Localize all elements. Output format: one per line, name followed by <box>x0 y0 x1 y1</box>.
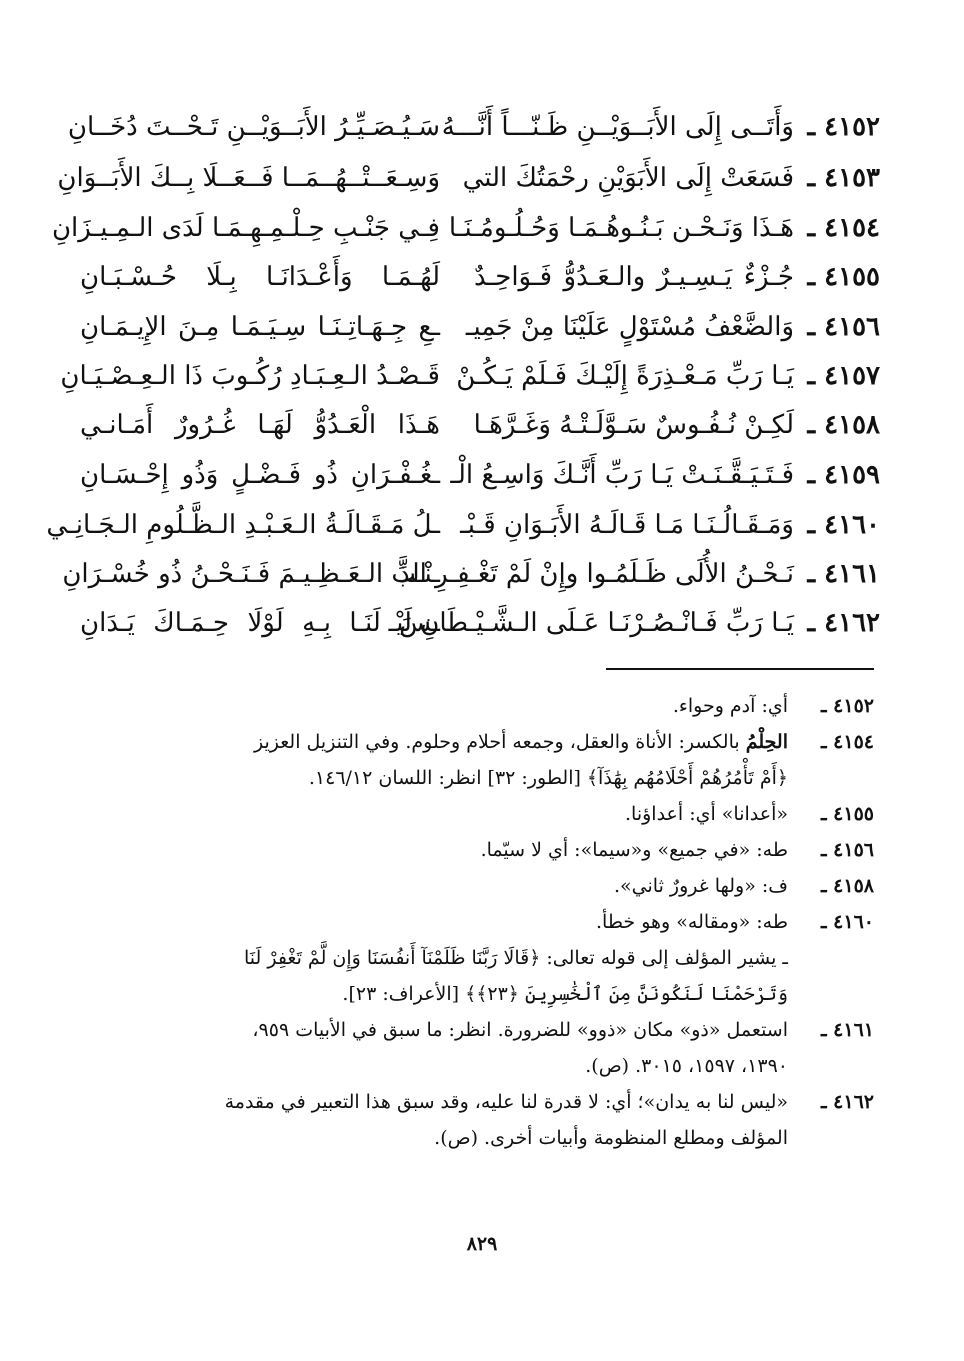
footnote <box>84 688 874 724</box>
footnote-number: ٤١٦٢ ـ <box>820 1091 874 1113</box>
footnote-line: المؤلف ومطلع المنظومة وأبيات أخرى. (ص). <box>434 1127 788 1149</box>
verse-number: ٤١٥٨ ـ <box>807 410 880 440</box>
footnote-number: ٤١٦١ ـ <box>820 1019 874 1041</box>
verse-row <box>80 400 880 450</box>
footnote <box>84 868 874 904</box>
verse-number: ٤١٦٠ ـ <box>807 510 880 540</box>
footnote-number: ٤١٥٢ ـ <box>820 695 874 717</box>
verse-first-hemistich: يَـا رَبِّ مَـعْـذِرَةً إِلَيْـكَ فَـلَمْ يَـكُـنْ <box>456 361 794 391</box>
footnote-line: طه: «في جميع» و«سيما»: أي لا سيّما. <box>480 839 788 861</box>
verse-number: ٤١٥٩ ـ <box>807 460 880 490</box>
verse-second-hemistich: وَسِـعَــتْــهُــمَــا فَــعَــلَا بِــكَ الأَبَــوَانِ <box>57 163 440 193</box>
verse-row <box>60 351 880 401</box>
verse-row <box>62 549 880 599</box>
verse-second-hemistich: ـلُ مَـقَـالَـةُ الـعَـبْـدِ الـظَّـلُومِ الـجَـانِـي <box>46 510 440 540</box>
verse-first-hemistich: وَالضَّعْفُ مُسْتَوْلٍ عَلَيْنَا مِنْ جَمِيـ <box>465 312 794 342</box>
verse-number: ٤١٦٢ ـ <box>807 608 880 638</box>
footnote-line: ١٣٩٠، ١٥٩٧، ٣٠١٥. (ص). <box>585 1055 788 1077</box>
footnote-line: طه: «ومقاله» وهو خطأ. <box>596 911 788 933</box>
page-number: ٨٢٩ <box>466 1233 498 1255</box>
footnote-number: ٤١٥٨ ـ <box>820 875 874 897</box>
footnote <box>84 832 874 868</box>
footnote-number: ٤١٥٤ ـ <box>820 731 874 753</box>
footnote-line: وَتَرْحَمْنَا لَنَكُونَنَّ مِنَ ٱلْخَٰسِرِينَ ﴿٢٣﴾﴾ [الأعراف: ٢٣]. <box>342 983 788 1005</box>
verse-row <box>67 102 880 152</box>
verse-first-hemistich: يَـا رَبِّ فَـانْـصُـرْنَـا عَـلَى الـشَّـيْـطَانِ لَيْـ <box>388 608 794 638</box>
footnote <box>84 1084 874 1156</box>
verse-number: ٤١٥٢ ـ <box>807 112 880 142</box>
verse-first-hemistich: نَـحْـنُ الأُلَى ظَـلَمُـوا وإِنْ لَمْ تَغْـفِـرِ الذَّ <box>398 559 794 589</box>
footnote-line: ف: «ولها غرورٌ ثاني». <box>614 875 788 897</box>
footnote-text: بالكسر: الأناة والعقل، وجمعه أحلام وحلوم. وفي التنزيل العزيز <box>253 731 740 753</box>
footnote <box>84 904 874 940</box>
footnote-line: استعمل «ذو» مكان «ذوو» للضرورة. انظر: ما سبق في الأبيات ٩٥٩، <box>252 1019 788 1041</box>
footnote-number: ٤١٥٦ ـ <box>820 839 874 861</box>
verse-second-hemistich: لَهُـمَـا وَأَعْـدَانَـا بِـلَا حُـسْـبَـانِ <box>80 262 440 292</box>
verse-second-hemistich: ـنْـبَ الـعَـظِـيـمَ فَـنَـحْـنُ ذُو خُسْـرَانِ <box>62 559 440 589</box>
verse-first-hemistich: هَـذَا وَنَـحْـن بَـنُـوهُـمَـا وَحُـلُـومُـنَـا <box>448 213 794 243</box>
verse-row <box>80 598 880 648</box>
footnote-number: ٤١٥٥ ـ <box>820 803 874 825</box>
verse-second-hemistich: سَـيُـصَـيِّـرُ الأَبَــوَيْــنِ تَـحْــتَ دُخَــانِ <box>67 112 440 142</box>
footnote <box>84 940 874 1012</box>
verse-row <box>80 252 880 302</box>
footnote-line: ـ يشير المؤلف إلى قوله تعالى: ﴿قَالَا رَبَّنَا ظَلَمْنَآ أَنفُسَنَا وَإِن لَّمْ تَغْفِرْ لَنَا <box>243 947 788 969</box>
footnote-line: «أعدانا» أي: أعداؤنا. <box>625 803 788 825</box>
verse-first-hemistich: لَكِـنْ نُـفُـوسٌ سَـوَّلَـتْـهُ وَغَـرَّهَـا <box>473 410 794 440</box>
verse-number: ٤١٥٤ ـ <box>807 213 880 243</box>
verse-second-hemistich: ـعِ جِـهَـاتِـنَـا سِـيَـمَـا مِـنَ الإِيـمَـانِ <box>80 312 440 342</box>
verse-first-hemistich: جُـزْءٌ يَـسِـيـرٌ والـعَـدُوُّ فَـوَاحِـدٌ <box>474 262 794 292</box>
footnote-lemma: الحِلْمُ <box>745 731 788 753</box>
verse-second-hemistich: ـسَ لَنَـا بِـهِ لَوْلَا حِـمَـاكَ يَـدَانِ <box>80 608 440 638</box>
footnotes-section <box>84 688 874 1156</box>
verse-number: ٤١٥٥ ـ <box>807 262 880 292</box>
footnote-line: أي: آدم وحواء. <box>672 695 788 717</box>
footnote-line <box>84 724 788 760</box>
footnote-line: «ليس لنا به يدان»؛ أي: لا قدرة لنا عليه، وقد سبق هذا التعبير في مقدمة <box>224 1091 788 1113</box>
verse-row <box>46 500 880 550</box>
footnote-separator <box>606 668 874 670</box>
verse-number: ٤١٥٧ ـ <box>807 361 880 391</box>
verse-first-hemistich: فَسَعَتْ إِلَى الأَبَوَيْنِ رحْمَتُكَ التي <box>462 163 794 193</box>
verse-number: ٤١٥٣ ـ <box>807 163 880 193</box>
verse-second-hemistich: قَـصْـدُ الـعِـبَـادِ رُكُـوبَ ذَا الـعِـصْـيَـانِ <box>60 361 440 391</box>
verse-row <box>51 203 880 253</box>
verse-number: ٤١٥٦ ـ <box>807 312 880 342</box>
verse-first-hemistich: وَأَتَــى إِلَى الأَبَــوَيْــنِ ظَـنّـــاً أَنَّـــهُ <box>441 112 794 142</box>
verse-second-hemistich: فِـي جَنْـبِ حِـلْـمِـهِـمَـا لَدَى الـمِـيـزَانِ <box>51 213 440 243</box>
footnote <box>84 796 874 832</box>
verse-second-hemistich: هَـذَا الْعَـدُوُّ لَهَـا غُـرُورٌ أَمَـانـي <box>80 410 440 440</box>
footnote-line: ﴿أَمْ تَأْمُرُهُمْ أَحْلَامُهُم بِهَٰذَآ﴾ [الطور: ٣٢] انظر: اللسان ١٤٦/١٢. <box>308 767 788 789</box>
verse-number: ٤١٦١ ـ <box>807 559 880 589</box>
footnote <box>84 1012 874 1084</box>
verse-row <box>80 302 880 352</box>
verse-row <box>80 450 880 500</box>
footnote <box>84 724 874 796</box>
verse-row <box>57 153 880 203</box>
footnote-number: ٤١٦٠ ـ <box>820 911 874 933</box>
verse-first-hemistich: فَـتَـيَـقَّـنَـتْ يَـا رَبِّ أَنَّـكَ وَاسِـعُ الْـ <box>450 460 794 490</box>
verse-second-hemistich: ـغُـفْـرَانِ ذُو فَـضْـلٍ وَذُو إِحْـسَـانِ <box>80 460 440 490</box>
verse-first-hemistich: وَمَـقَـالُـنَـا مَـا قَـالَـهُ الأَبَـوَانِ قَـبْـ <box>460 510 794 540</box>
